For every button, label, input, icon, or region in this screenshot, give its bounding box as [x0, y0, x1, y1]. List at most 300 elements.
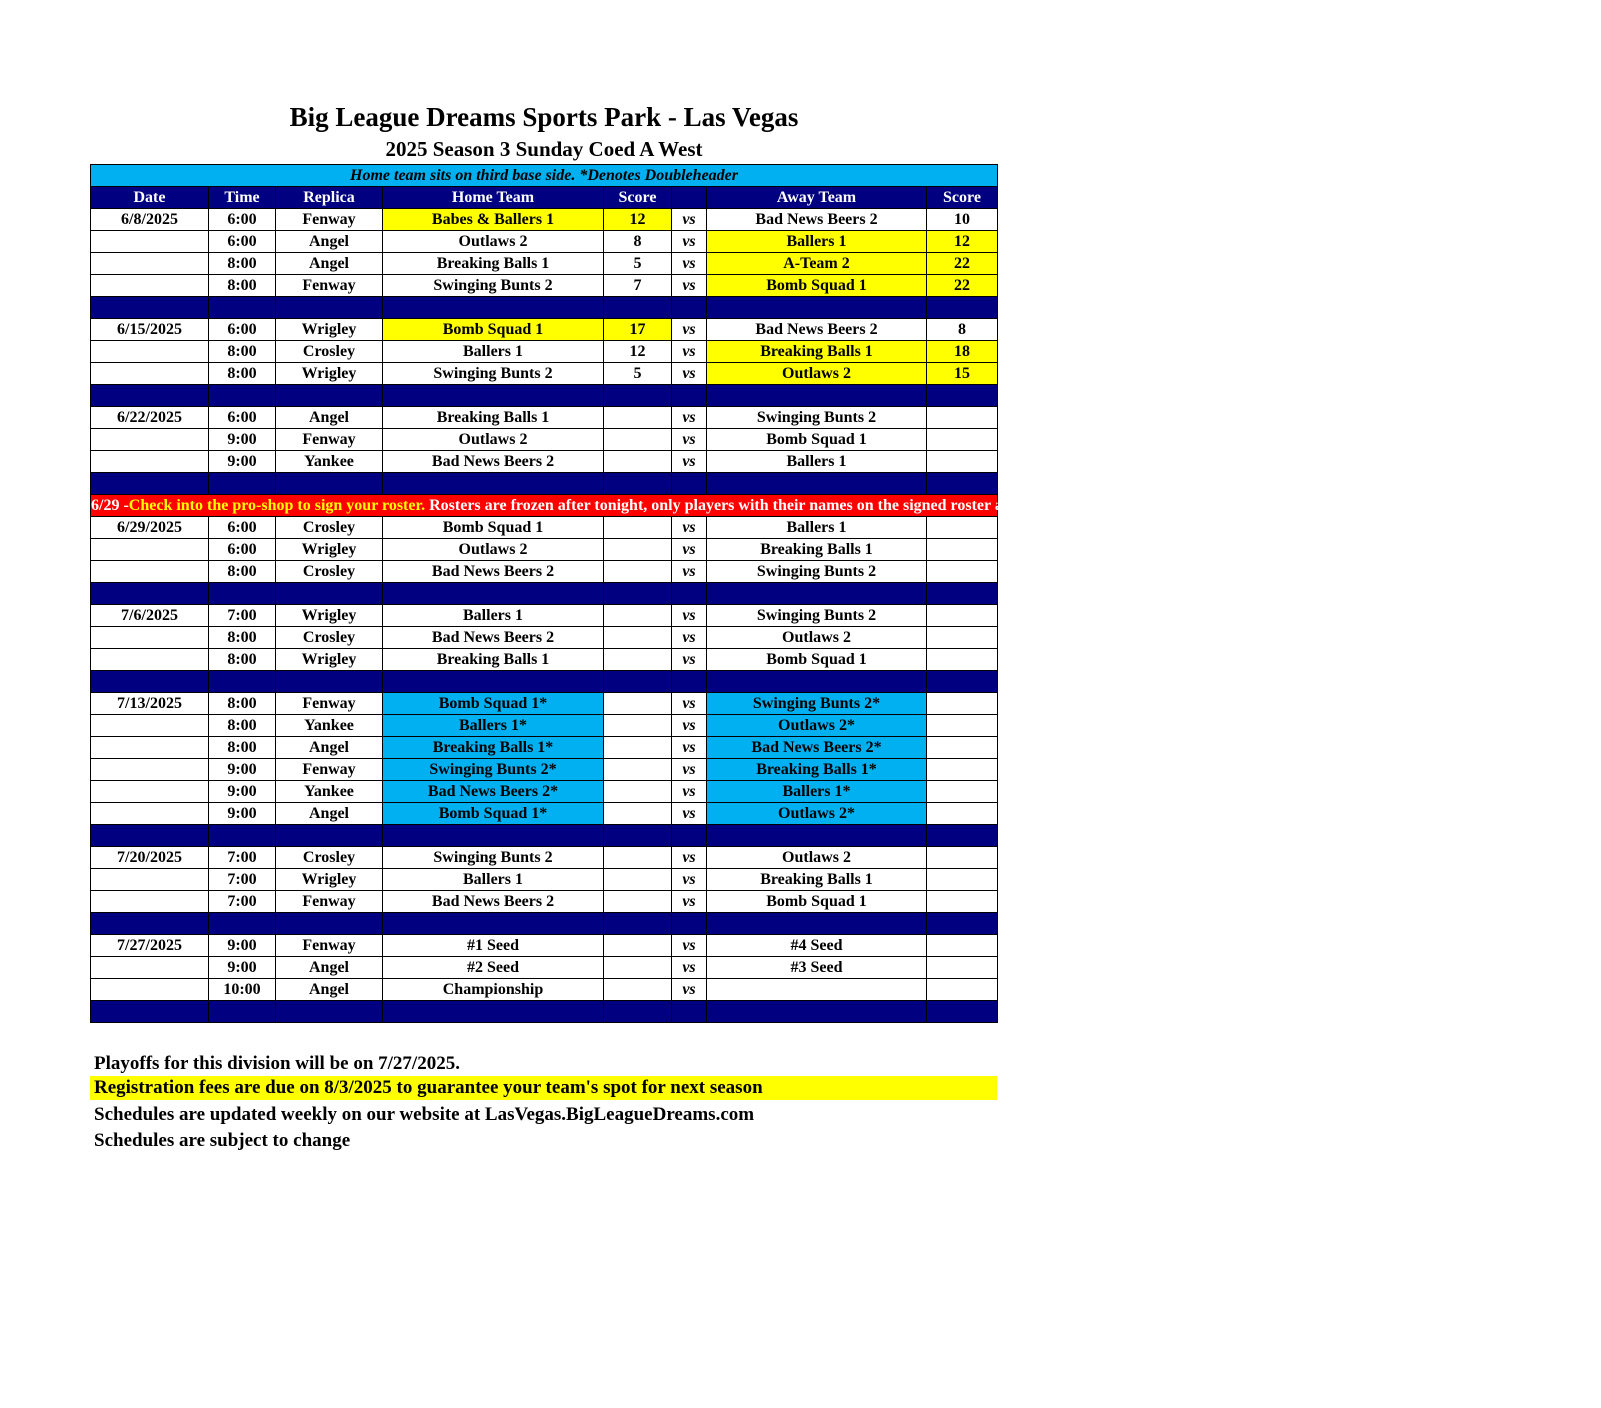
separator-cell: [383, 671, 604, 693]
away-score: [927, 605, 998, 627]
home-team: Bomb Squad 1*: [383, 693, 604, 715]
vs-label: vs: [672, 429, 707, 451]
week-separator: [91, 913, 998, 935]
home-score: 8: [604, 231, 672, 253]
week-separator: [91, 1001, 998, 1023]
home-team: Bad News Beers 2: [383, 561, 604, 583]
home-score: [604, 891, 672, 913]
home-team: Bad News Beers 2: [383, 451, 604, 473]
game-field: Fenway: [276, 209, 383, 231]
game-time: 8:00: [209, 649, 276, 671]
separator-cell: [707, 913, 927, 935]
separator-cell: [604, 671, 672, 693]
away-score: [927, 539, 998, 561]
away-score: [927, 693, 998, 715]
vs-label: vs: [672, 649, 707, 671]
game-date: [91, 759, 209, 781]
separator-cell: [276, 1001, 383, 1023]
game-time: 8:00: [209, 715, 276, 737]
separator-cell: [209, 583, 276, 605]
separator-cell: [209, 913, 276, 935]
playoffs-note: Playoffs for this division will be on 7/27/2025.: [94, 1053, 460, 1074]
separator-cell: [383, 473, 604, 495]
game-row: [91, 341, 998, 363]
game-time: 6:00: [209, 209, 276, 231]
game-time: 10:00: [209, 979, 276, 1001]
separator-cell: [91, 297, 209, 319]
game-row: [91, 363, 998, 385]
separator-cell: [672, 671, 707, 693]
away-team: #4 Seed: [707, 935, 927, 957]
separator-cell: [604, 1001, 672, 1023]
game-row: [91, 209, 998, 231]
vs-label: vs: [672, 517, 707, 539]
vs-label: vs: [672, 209, 707, 231]
separator-cell: [91, 825, 209, 847]
separator-cell: [209, 1001, 276, 1023]
game-field: Fenway: [276, 935, 383, 957]
game-field: Crosley: [276, 341, 383, 363]
vs-label: vs: [672, 781, 707, 803]
away-score: [927, 891, 998, 913]
home-team: Championship: [383, 979, 604, 1001]
away-score: [927, 737, 998, 759]
home-team: Ballers 1*: [383, 715, 604, 737]
game-date: [91, 869, 209, 891]
page-subtitle: 2025 Season 3 Sunday Coed A West: [385, 137, 703, 161]
vs-label: vs: [672, 451, 707, 473]
home-team: Outlaws 2: [383, 429, 604, 451]
home-score: [604, 803, 672, 825]
vs-label: vs: [672, 891, 707, 913]
separator-cell: [383, 583, 604, 605]
doubleheader-note: Home team sits on third base side. *Denotes Doubleheader: [91, 165, 998, 187]
game-date: [91, 429, 209, 451]
away-score: [927, 847, 998, 869]
home-team: #1 Seed: [383, 935, 604, 957]
home-score: [604, 539, 672, 561]
away-team: Bad News Beers 2: [707, 209, 927, 231]
home-team: Bomb Squad 1: [383, 319, 604, 341]
separator-cell: [209, 385, 276, 407]
separator-cell: [707, 297, 927, 319]
game-row: [91, 737, 998, 759]
away-team: Breaking Balls 1: [707, 341, 927, 363]
away-team: Breaking Balls 1*: [707, 759, 927, 781]
vs-label: vs: [672, 869, 707, 891]
game-time: 8:00: [209, 561, 276, 583]
home-team: Swinging Bunts 2*: [383, 759, 604, 781]
roster-warning-row: [91, 495, 998, 517]
away-team: #3 Seed: [707, 957, 927, 979]
separator-cell: [604, 583, 672, 605]
game-field: Angel: [276, 231, 383, 253]
header-replica: Replica: [276, 187, 383, 209]
home-score: [604, 737, 672, 759]
home-score: [604, 979, 672, 1001]
game-date: [91, 627, 209, 649]
home-score: [604, 759, 672, 781]
home-team: Breaking Balls 1: [383, 253, 604, 275]
separator-cell: [707, 583, 927, 605]
game-row: [91, 759, 998, 781]
separator-cell: [209, 297, 276, 319]
game-time: 7:00: [209, 891, 276, 913]
game-date: [91, 539, 209, 561]
separator-cell: [927, 825, 998, 847]
separator-cell: [383, 913, 604, 935]
week-separator: [91, 473, 998, 495]
game-date: [91, 715, 209, 737]
away-score: [927, 869, 998, 891]
away-team: [707, 979, 927, 1001]
game-time: 7:00: [209, 605, 276, 627]
home-team: Ballers 1: [383, 869, 604, 891]
website-note: Schedules are updated weekly on our website at LasVegas.BigLeagueDreams.com: [94, 1104, 755, 1125]
game-row: [91, 649, 998, 671]
vs-label: vs: [672, 253, 707, 275]
separator-cell: [927, 671, 998, 693]
game-date: [91, 561, 209, 583]
header-time: Time: [209, 187, 276, 209]
header-vs: [672, 187, 707, 209]
game-date: [91, 737, 209, 759]
home-score: [604, 605, 672, 627]
away-team: Outlaws 2: [707, 363, 927, 385]
separator-cell: [276, 473, 383, 495]
game-time: 8:00: [209, 253, 276, 275]
away-team: Outlaws 2*: [707, 803, 927, 825]
game-field: Yankee: [276, 781, 383, 803]
separator-cell: [209, 671, 276, 693]
game-date: [91, 957, 209, 979]
game-row: [91, 715, 998, 737]
roster-warning: [91, 495, 1601, 517]
game-field: Wrigley: [276, 605, 383, 627]
game-date: [91, 891, 209, 913]
warning-prefix: 6/29 -: [91, 496, 129, 514]
away-score: [927, 803, 998, 825]
note-row: [91, 165, 998, 187]
home-score: [604, 693, 672, 715]
vs-label: vs: [672, 605, 707, 627]
away-team: Bomb Squad 1: [707, 891, 927, 913]
separator-cell: [604, 825, 672, 847]
game-field: Crosley: [276, 847, 383, 869]
game-time: 6:00: [209, 319, 276, 341]
away-team: Bomb Squad 1: [707, 275, 927, 297]
separator-cell: [383, 825, 604, 847]
vs-label: vs: [672, 363, 707, 385]
game-field: Fenway: [276, 693, 383, 715]
week-separator: [91, 297, 998, 319]
vs-label: vs: [672, 759, 707, 781]
game-time: 9:00: [209, 451, 276, 473]
game-field: Fenway: [276, 891, 383, 913]
separator-cell: [276, 583, 383, 605]
vs-label: vs: [672, 319, 707, 341]
game-time: 8:00: [209, 363, 276, 385]
separator-cell: [276, 297, 383, 319]
separator-cell: [672, 297, 707, 319]
game-field: Crosley: [276, 561, 383, 583]
away-team: Bad News Beers 2*: [707, 737, 927, 759]
home-team: Bomb Squad 1*: [383, 803, 604, 825]
home-team: Outlaws 2: [383, 231, 604, 253]
game-time: 8:00: [209, 693, 276, 715]
separator-cell: [91, 671, 209, 693]
home-team: Ballers 1: [383, 605, 604, 627]
separator-cell: [91, 385, 209, 407]
header-away-team: Away Team: [707, 187, 927, 209]
game-time: 6:00: [209, 517, 276, 539]
away-score: [927, 935, 998, 957]
separator-cell: [91, 473, 209, 495]
game-row: [91, 451, 998, 473]
game-field: Fenway: [276, 429, 383, 451]
separator-cell: [604, 297, 672, 319]
game-row: [91, 693, 998, 715]
game-date: 6/29/2025: [91, 517, 209, 539]
away-score: [927, 781, 998, 803]
home-score: [604, 935, 672, 957]
separator-cell: [276, 825, 383, 847]
home-team: Outlaws 2: [383, 539, 604, 561]
game-row: [91, 957, 998, 979]
separator-cell: [604, 473, 672, 495]
separator-cell: [672, 583, 707, 605]
game-date: [91, 253, 209, 275]
game-row: [91, 517, 998, 539]
away-score: [927, 517, 998, 539]
away-team: Swinging Bunts 2: [707, 407, 927, 429]
vs-label: vs: [672, 407, 707, 429]
game-row: [91, 275, 998, 297]
vs-label: vs: [672, 693, 707, 715]
game-field: Angel: [276, 737, 383, 759]
game-time: 8:00: [209, 275, 276, 297]
away-score: 15: [927, 363, 998, 385]
game-time: 9:00: [209, 781, 276, 803]
away-score: [927, 979, 998, 1001]
separator-cell: [91, 1001, 209, 1023]
away-team: Ballers 1: [707, 517, 927, 539]
game-row: [91, 319, 998, 341]
separator-cell: [672, 825, 707, 847]
game-date: [91, 341, 209, 363]
away-score: 22: [927, 275, 998, 297]
home-score: 7: [604, 275, 672, 297]
separator-cell: [927, 583, 998, 605]
separator-cell: [276, 671, 383, 693]
home-score: 12: [604, 341, 672, 363]
away-team: Outlaws 2: [707, 627, 927, 649]
home-team: Swinging Bunts 2: [383, 363, 604, 385]
away-team: Ballers 1: [707, 231, 927, 253]
vs-label: vs: [672, 341, 707, 363]
game-date: 6/8/2025: [91, 209, 209, 231]
away-score: [927, 957, 998, 979]
separator-cell: [209, 473, 276, 495]
away-team: Bomb Squad 1: [707, 649, 927, 671]
away-score: [927, 561, 998, 583]
game-field: Wrigley: [276, 649, 383, 671]
game-field: Crosley: [276, 627, 383, 649]
away-team: Bad News Beers 2: [707, 319, 927, 341]
game-date: 7/13/2025: [91, 693, 209, 715]
away-score: [927, 627, 998, 649]
away-team: Outlaws 2: [707, 847, 927, 869]
page-title: Big League Dreams Sports Park - Las Vegas: [289, 102, 799, 132]
separator-cell: [383, 385, 604, 407]
vs-label: vs: [672, 737, 707, 759]
home-score: [604, 957, 672, 979]
vs-label: vs: [672, 979, 707, 1001]
home-score: [604, 561, 672, 583]
game-time: 7:00: [209, 869, 276, 891]
game-field: Fenway: [276, 759, 383, 781]
game-date: [91, 451, 209, 473]
game-time: 6:00: [209, 231, 276, 253]
separator-cell: [383, 1001, 604, 1023]
home-team: Breaking Balls 1: [383, 407, 604, 429]
separator-cell: [927, 473, 998, 495]
away-score: [927, 649, 998, 671]
separator-cell: [707, 473, 927, 495]
header-date: Date: [91, 187, 209, 209]
change-note: Schedules are subject to change: [94, 1130, 351, 1151]
separator-cell: [927, 1001, 998, 1023]
home-score: [604, 715, 672, 737]
away-score: [927, 429, 998, 451]
game-row: [91, 891, 998, 913]
vs-label: vs: [672, 957, 707, 979]
vs-label: vs: [672, 627, 707, 649]
away-team: Outlaws 2*: [707, 715, 927, 737]
separator-cell: [672, 1001, 707, 1023]
game-date: [91, 803, 209, 825]
game-date: 7/27/2025: [91, 935, 209, 957]
game-date: [91, 231, 209, 253]
home-score: 5: [604, 253, 672, 275]
game-row: [91, 539, 998, 561]
game-time: 9:00: [209, 429, 276, 451]
game-row: [91, 231, 998, 253]
game-time: 8:00: [209, 627, 276, 649]
away-team: A-Team 2: [707, 253, 927, 275]
vs-label: vs: [672, 847, 707, 869]
game-field: Yankee: [276, 715, 383, 737]
home-team: #2 Seed: [383, 957, 604, 979]
away-team: Ballers 1: [707, 451, 927, 473]
header-home-score: Score: [604, 187, 672, 209]
game-row: [91, 781, 998, 803]
game-time: 9:00: [209, 935, 276, 957]
vs-label: vs: [672, 561, 707, 583]
home-team: Breaking Balls 1: [383, 649, 604, 671]
home-team: Breaking Balls 1*: [383, 737, 604, 759]
game-date: 7/20/2025: [91, 847, 209, 869]
away-score: 22: [927, 253, 998, 275]
header-home-team: Home Team: [383, 187, 604, 209]
game-date: [91, 979, 209, 1001]
separator-cell: [209, 825, 276, 847]
separator-cell: [672, 385, 707, 407]
game-date: 7/6/2025: [91, 605, 209, 627]
home-score: [604, 407, 672, 429]
vs-label: vs: [672, 231, 707, 253]
home-team: Swinging Bunts 2: [383, 847, 604, 869]
away-team: Swinging Bunts 2*: [707, 693, 927, 715]
registration-note: Registration fees are due on 8/3/2025 to guarantee your team's spot for next season: [90, 1076, 997, 1100]
game-time: 9:00: [209, 759, 276, 781]
game-field: Angel: [276, 407, 383, 429]
separator-cell: [927, 913, 998, 935]
separator-cell: [276, 385, 383, 407]
separator-cell: [707, 671, 927, 693]
game-field: Angel: [276, 253, 383, 275]
game-row: [91, 935, 998, 957]
game-field: Crosley: [276, 517, 383, 539]
game-time: 9:00: [209, 803, 276, 825]
vs-label: vs: [672, 803, 707, 825]
game-row: [91, 429, 998, 451]
home-score: [604, 781, 672, 803]
separator-cell: [672, 473, 707, 495]
separator-cell: [276, 913, 383, 935]
home-score: [604, 451, 672, 473]
separator-cell: [91, 913, 209, 935]
away-score: [927, 407, 998, 429]
game-date: 6/15/2025: [91, 319, 209, 341]
away-score: 18: [927, 341, 998, 363]
game-time: 6:00: [209, 539, 276, 561]
home-score: [604, 649, 672, 671]
vs-label: vs: [672, 539, 707, 561]
home-team: Bad News Beers 2: [383, 627, 604, 649]
game-date: [91, 363, 209, 385]
separator-cell: [707, 825, 927, 847]
home-score: [604, 847, 672, 869]
header-away-score: Score: [927, 187, 998, 209]
game-field: Wrigley: [276, 539, 383, 561]
game-field: Angel: [276, 979, 383, 1001]
home-score: 12: [604, 209, 672, 231]
home-score: 5: [604, 363, 672, 385]
separator-cell: [707, 1001, 927, 1023]
game-row: [91, 407, 998, 429]
separator-cell: [927, 297, 998, 319]
away-team: Breaking Balls 1: [707, 539, 927, 561]
game-time: 7:00: [209, 847, 276, 869]
game-row: [91, 803, 998, 825]
week-separator: [91, 825, 998, 847]
separator-cell: [604, 385, 672, 407]
separator-cell: [672, 913, 707, 935]
away-team: Bomb Squad 1: [707, 429, 927, 451]
game-date: [91, 275, 209, 297]
game-date: [91, 781, 209, 803]
warning-text: Rosters are frozen after tonight, only players with their names on the signed roster are eligible for playoffs. Please check carefully as changes will not be made for omissions.: [425, 496, 1601, 514]
separator-cell: [91, 583, 209, 605]
home-score: [604, 869, 672, 891]
separator-cell: [927, 385, 998, 407]
game-row: [91, 627, 998, 649]
game-field: Yankee: [276, 451, 383, 473]
game-time: 9:00: [209, 957, 276, 979]
vs-label: vs: [672, 275, 707, 297]
home-score: [604, 627, 672, 649]
